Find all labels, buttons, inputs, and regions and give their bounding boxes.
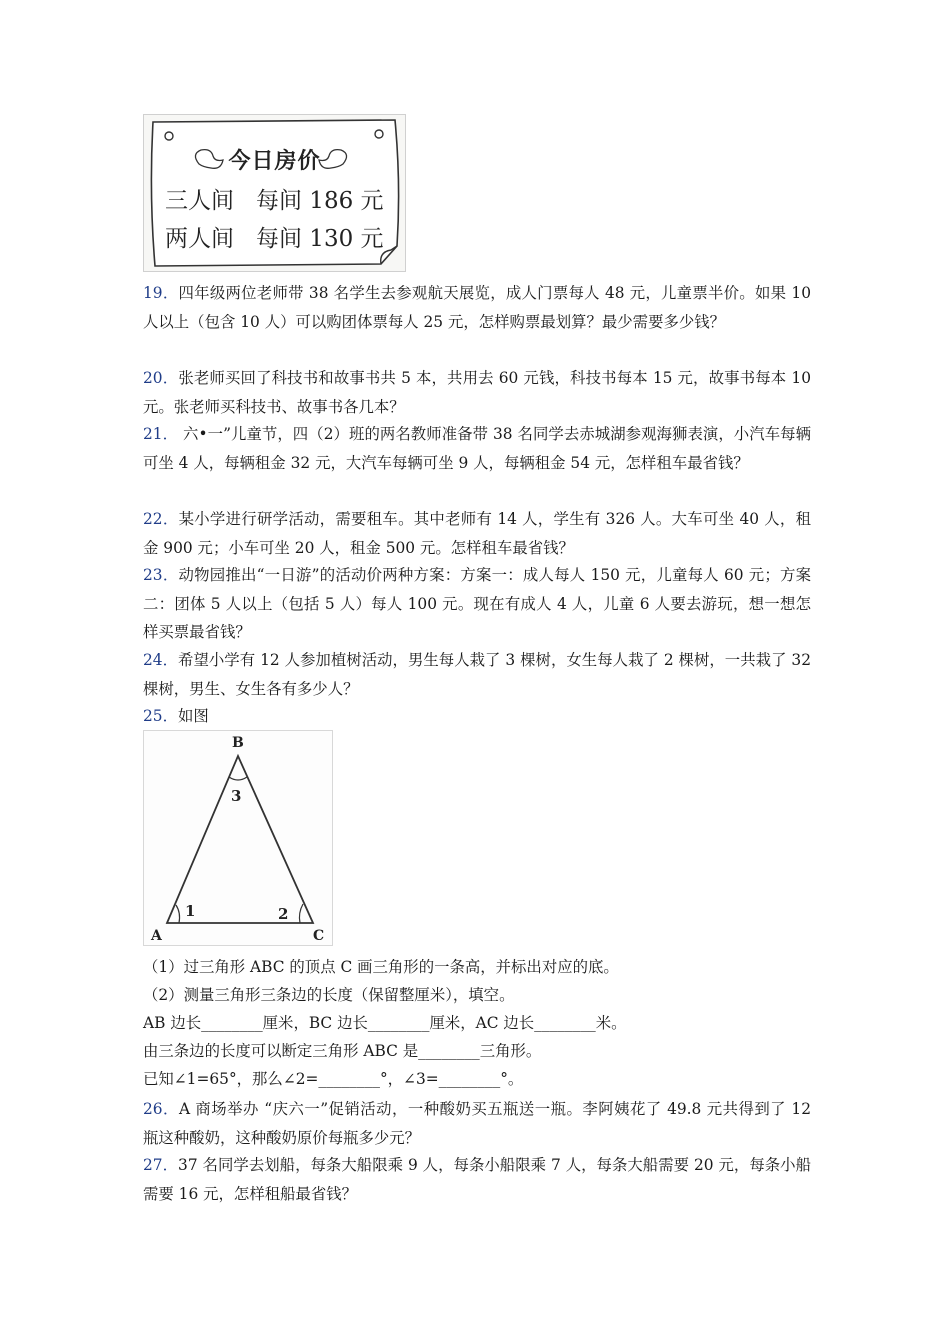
question-text: 某小学进行研学活动，需要租车。其中老师有 14 人，学生有 326 人。大车可坐 40 人，租金 900 元；小车可坐 20 人，租金 500 元。怎样租车最省钱？ bbox=[143, 510, 811, 557]
question-22 bbox=[143, 505, 811, 562]
question-text: 六•一”儿童节，四（2）班的两名教师准备带 38 名同学去赤城湖参观海狮表演，小汽车每辆可坐 4 人，每辆租金 32 元，大汽车每辆可坐 9 人，每辆租金 54 元，怎样租车最省钱？ bbox=[143, 425, 811, 472]
vertex-c-label: C bbox=[313, 928, 325, 944]
question-number: 19． bbox=[143, 284, 179, 302]
sign-row-triple bbox=[165, 182, 384, 215]
triangle-figure bbox=[143, 730, 333, 946]
question-23 bbox=[143, 561, 811, 647]
room-type: 三人间 bbox=[165, 188, 234, 214]
question-24 bbox=[143, 646, 811, 703]
question-number: 21． bbox=[143, 425, 179, 443]
angle-2-label: 2 bbox=[278, 905, 289, 923]
angle-1-label: 1 bbox=[185, 902, 196, 920]
vertex-b-label: B bbox=[232, 735, 244, 751]
q25-fill-lengths: AB 边长________厘米，BC 边长________厘米，AC 边长________米。 bbox=[143, 1014, 627, 1032]
question-27 bbox=[143, 1151, 811, 1208]
sign-title: 今日房价 bbox=[228, 149, 321, 174]
room-price-sign bbox=[143, 114, 406, 272]
room-price: 每间 130 元 bbox=[256, 226, 384, 252]
question-text: 37 名同学去划船，每条大船限乘 9 人，每条小船限乘 7 人，每条大船需要 20 元，每条小船需要 16 元，怎样租船最省钱？ bbox=[143, 1156, 811, 1203]
triangle-diagram bbox=[143, 730, 333, 946]
q25-fill-type: 由三条边的长度可以断定三角形 ABC 是________三角形。 bbox=[143, 1042, 542, 1060]
q25-fill-angles: 已知∠1=65°，那么∠2=________°，∠3=________°。 bbox=[143, 1070, 524, 1088]
room-type: 两人间 bbox=[165, 226, 234, 252]
question-number: 25． bbox=[143, 707, 178, 725]
angle-3-label: 3 bbox=[231, 787, 242, 805]
room-price: 每间 186 元 bbox=[256, 188, 384, 214]
question-text: 动物园推出“一日游”的活动价两种方案：方案一：成人每人 150 元，儿童每人 60 元；方案二：团体 5 人以上（包括 5 人）每人 100 元。现在有成人 4 人，儿童 6 人要去游玩，想一想怎样买票最省钱？ bbox=[143, 566, 811, 641]
sign-row-double bbox=[165, 220, 384, 253]
question-text: 四年级两位老师带 38 名学生去参观航天展览，成人门票每人 48 元，儿童票半价。如果 10 人以上（包含 10 人）可以购团体票每人 25 元，怎样购票最划算？最少需要多少钱？ bbox=[143, 284, 811, 331]
q25-part-1: （1）过三角形 ABC 的顶点 C 画三角形的一条高，并标出对应的底。 bbox=[143, 958, 619, 976]
question-19 bbox=[143, 279, 811, 336]
question-number: 26． bbox=[143, 1100, 179, 1118]
question-text: 张老师买回了科技书和故事书共 5 本，共用去 60 元钱，科技书每本 15 元，故事书每本 10 元。张老师买科技书、故事书各几本？ bbox=[143, 369, 811, 416]
question-text: 如图 bbox=[177, 707, 209, 725]
question-number: 20． bbox=[143, 369, 179, 387]
question-number: 23． bbox=[143, 566, 179, 584]
question-21 bbox=[143, 420, 811, 477]
vertex-a-label: A bbox=[151, 928, 162, 944]
question-25 bbox=[143, 702, 811, 731]
question-20 bbox=[143, 364, 811, 421]
question-26 bbox=[143, 1095, 811, 1152]
question-number: 27． bbox=[143, 1156, 179, 1174]
question-text: A 商场举办 “庆六一”促销活动，一种酸奶买五瓶送一瓶。李阿姨花了 49.8 元共得到了 12 瓶这种酸奶，这种酸奶原价每瓶多少元？ bbox=[143, 1100, 811, 1147]
q25-part-2: （2）测量三角形三条边的长度（保留整厘米），填空。 bbox=[143, 986, 515, 1004]
question-number: 22． bbox=[143, 510, 179, 528]
question-text: 希望小学有 12 人参加植树活动，男生每人栽了 3 棵树，女生每人栽了 2 棵树，一共栽了 32 棵树，男生、女生各有多少人？ bbox=[143, 651, 811, 698]
question-number: 24． bbox=[143, 651, 179, 669]
